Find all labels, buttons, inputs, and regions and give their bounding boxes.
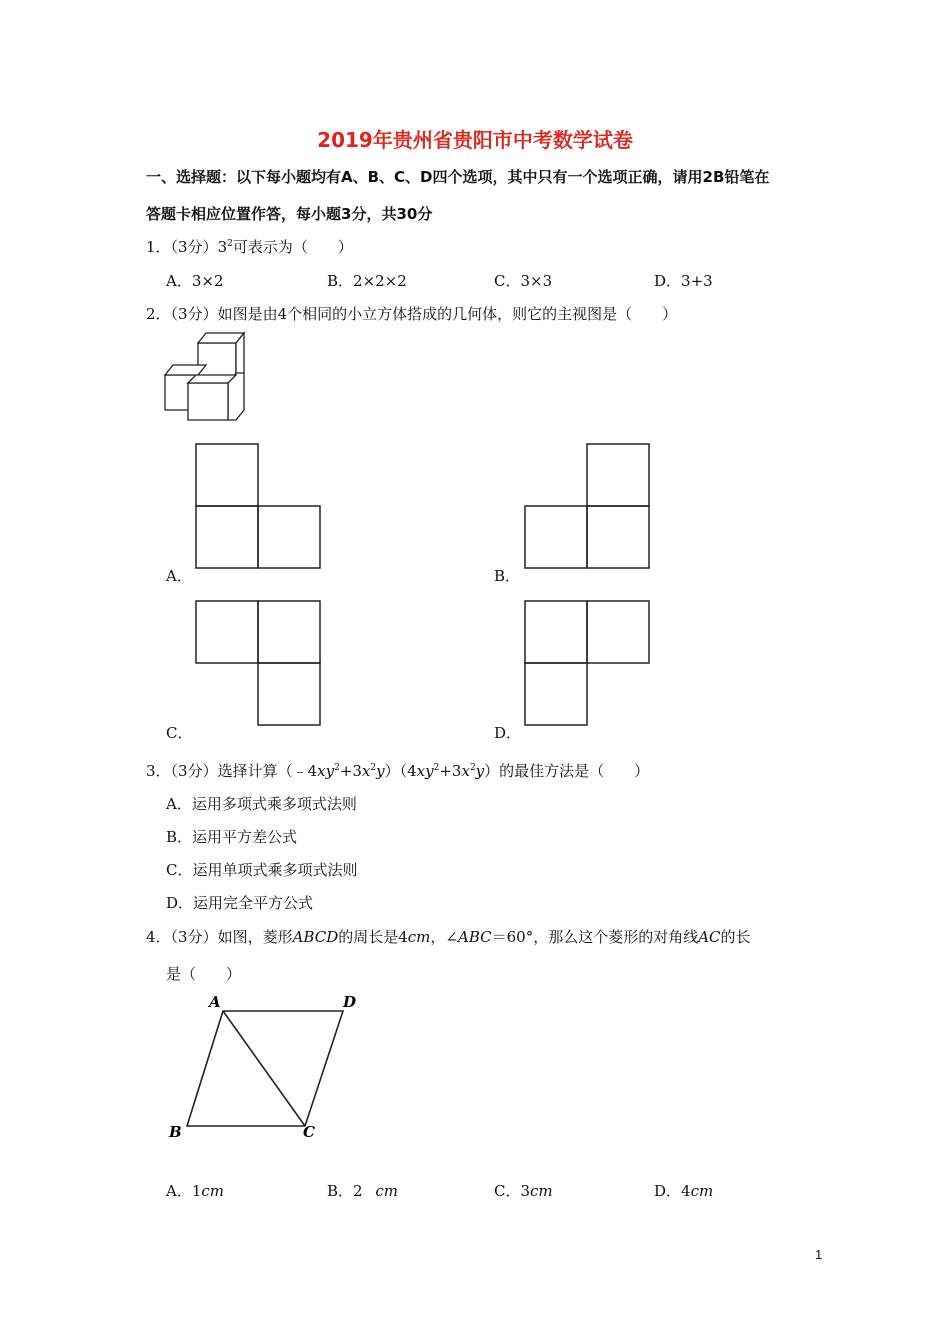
q2-option-b-label[interactable]: B． [494,567,521,585]
q3-text-4: +3 [439,762,462,780]
question-4 [146,926,751,947]
question-1 [146,236,353,257]
q4-option-b[interactable] [327,1180,398,1201]
q3-var-xy-2: xy [416,762,434,780]
q3-text-2: +3 [339,762,362,780]
q1-option-b[interactable]: B．2×2×2 [327,272,407,290]
q1-option-a[interactable]: A．3×2 [166,272,224,290]
q4-option-b-unit: cm [375,1182,398,1200]
q2-option-b-figure[interactable] [524,443,650,569]
q4-text-4: ＝60°，那么这个菱形的对角线 [491,928,699,946]
q4-var-abcd: ABCD [292,928,339,946]
q4-option-c-label: C．3 [494,1182,531,1200]
q3-sup-3: 2 [433,763,440,773]
cube-front-front [188,383,228,420]
q3-var-y-2: y [475,762,485,780]
q4-option-c[interactable] [494,1180,553,1201]
question-2: 2．（3分）如图是由4个相同的小立方体搭成的几何体，则它的主视图是（ ） [146,305,678,323]
question-1-exponent: 2 [227,239,233,249]
vertex-label-d: D [343,993,357,1011]
q2-option-d-figure[interactable] [524,600,650,726]
q3-var-y: y [376,762,385,780]
cube-stack-figure [160,325,250,415]
q4-option-c-unit: cm [530,1182,553,1200]
q4-text-1: 4．（3分）如图，菱形 [146,928,293,946]
q4-text-3: ，∠ [430,928,458,946]
vertex-label-c: C [303,1123,315,1141]
q3-option-c[interactable]: C．运用单项式乘多项式法则 [166,861,358,879]
q3-option-d[interactable]: D．运用完全平方公式 [166,894,314,912]
q2-option-c-label[interactable]: C． [166,724,193,742]
q4-var-ac: AC [698,928,721,946]
q3-text-1: 3．（3分）选择计算（﹣4 [146,762,318,780]
page-number: 1 [815,1247,823,1262]
q2-option-a-figure[interactable] [195,443,321,569]
q2-option-d-label[interactable]: D． [494,724,522,742]
q4-option-d-label: D．4 [654,1182,691,1200]
q4-option-d-unit: cm [690,1182,714,1200]
rhombus-outline [187,1011,343,1126]
q3-option-a[interactable]: A．运用多项式乘多项式法则 [166,795,357,813]
question-4-line2: 是（ ） [166,965,242,983]
q3-text-5: ）的最佳方法是（ ） [484,762,650,780]
q3-sup-4: 2 [469,763,476,773]
q4-var-abc: ABC [457,928,492,946]
q4-text-5: 的长 [720,928,751,946]
q1-option-d[interactable]: D．3+3 [654,272,713,290]
q4-option-d[interactable] [654,1180,713,1201]
vertex-label-b: B [169,1123,182,1141]
q3-sup-2: 2 [370,763,377,773]
question-1-prefix: 1．（3分）3 [146,238,228,256]
q2-option-c-figure[interactable] [195,600,321,726]
question-1-suffix: 可表示为（ ） [232,238,353,256]
q2-option-a-label[interactable]: A． [166,567,192,585]
q1-option-c[interactable]: C．3×3 [494,272,553,290]
q3-sup-1: 2 [334,763,340,773]
vertex-label-a: A [209,993,221,1011]
q4-option-b-label: B．2 [327,1182,368,1200]
q3-var-x: x [361,762,371,780]
section-heading-line2: 答题卡相应位置作答，每小题3分，共30分 [146,205,433,223]
cube-front-top [188,375,236,383]
rhombus-figure [165,990,365,1140]
page-title: 2019年贵州省贵阳市中考数学试卷 [317,128,633,152]
question-3 [146,760,649,781]
diagonal-ac [223,1011,305,1126]
q4-text-2: 的周长是4 [338,928,408,946]
q4-option-a-label: A．1 [166,1182,202,1200]
q3-option-b[interactable]: B．运用平方差公式 [166,828,298,846]
q4-option-a-unit: cm [201,1182,225,1200]
q3-var-x-2: x [461,762,470,780]
q3-var-xy: xy [317,762,335,780]
cube-left-top [165,365,206,375]
q3-text-3: ）（4 [384,762,417,780]
q4-option-a[interactable] [166,1180,224,1201]
section-heading-line1: 一、选择题：以下每小题均有A、B、C、D四个选项，其中只有一个选项正确，请用2B铅笔在 [146,168,770,186]
q4-unit-cm: cm [407,928,431,946]
